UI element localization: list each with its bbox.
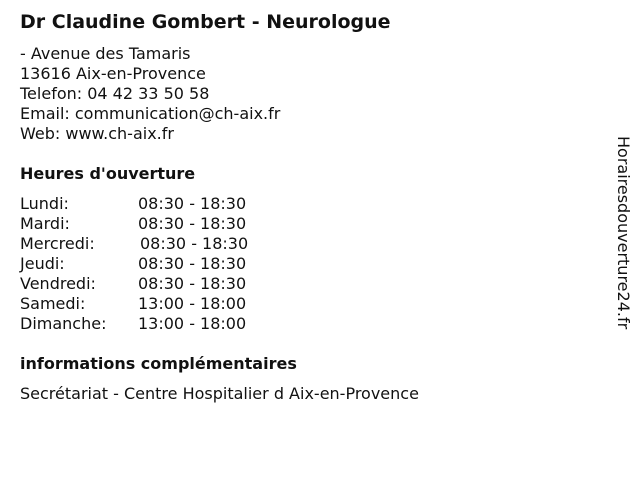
hours-row-saturday [20, 294, 320, 314]
day-label: Dimanche: [20, 314, 107, 333]
hours-row-tuesday [20, 214, 320, 234]
address-block [20, 44, 280, 144]
hours-heading: Heures d'ouverture [20, 164, 196, 183]
hours-row-monday [20, 194, 320, 214]
hours-row-sunday [20, 314, 320, 334]
watermark-text: Horairesdouverture24.fr [614, 136, 633, 330]
site-watermark [612, 136, 636, 372]
day-label: Mercredi: [20, 234, 95, 253]
day-label: Lundi: [20, 194, 69, 213]
page-title: Dr Claudine Gombert - Neurologue [20, 11, 391, 33]
hours-row-wednesday [20, 234, 320, 254]
day-label: Mardi: [20, 214, 70, 233]
website: Web: www.ch-aix.fr [20, 124, 174, 143]
email-address: Email: communication@ch-aix.fr [20, 104, 281, 123]
info-text: Secrétariat - Centre Hospitalier d Aix-en-Provence [20, 384, 419, 403]
day-label: Vendredi: [20, 274, 96, 293]
hours-row-friday [20, 274, 320, 294]
time-range: 13:00 - 18:00 [138, 294, 247, 313]
hours-row-thursday [20, 254, 320, 274]
day-label: Jeudi: [20, 254, 65, 273]
info-heading: informations complémentaires [20, 354, 297, 373]
hours-table [20, 194, 320, 334]
time-range: 08:30 - 18:30 [138, 274, 247, 293]
time-range: 08:30 - 18:30 [140, 234, 249, 253]
time-range: 08:30 - 18:30 [138, 194, 247, 213]
street-address: - Avenue des Tamaris [20, 44, 191, 63]
day-label: Samedi: [20, 294, 86, 313]
time-range: 08:30 - 18:30 [138, 214, 247, 233]
time-range: 13:00 - 18:00 [138, 314, 247, 333]
time-range: 08:30 - 18:30 [138, 254, 247, 273]
phone-number: Telefon: 04 42 33 50 58 [20, 84, 210, 103]
city-address: 13616 Aix-en-Provence [20, 64, 206, 83]
